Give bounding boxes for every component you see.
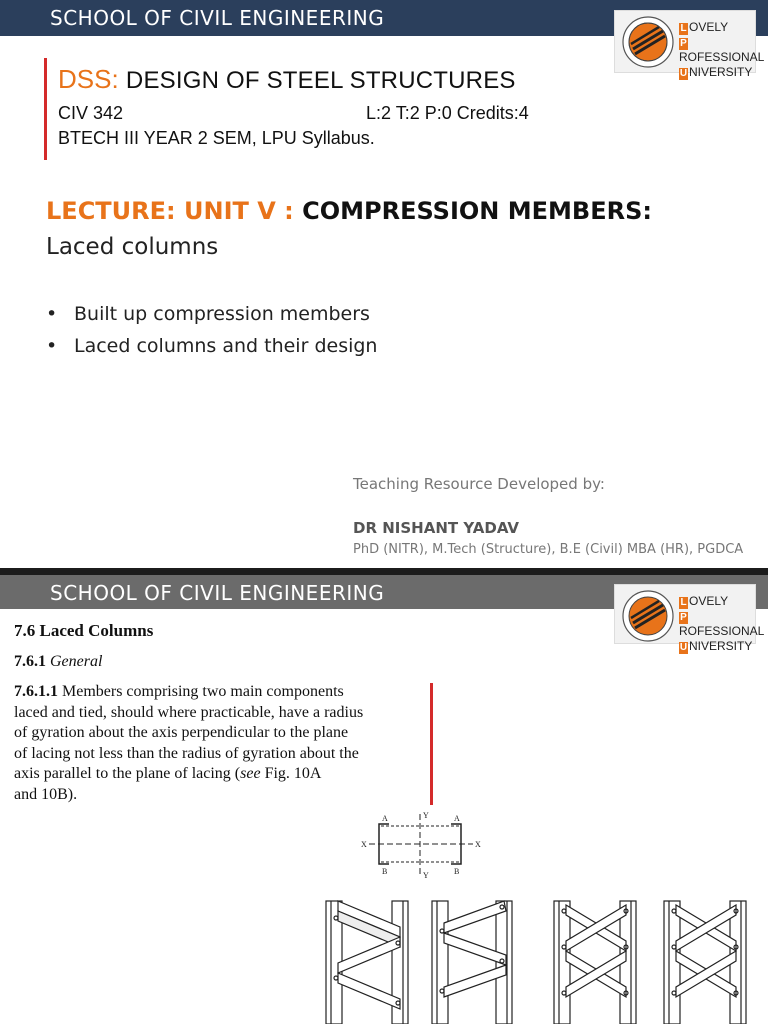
university-logo <box>614 10 765 79</box>
bullet-icon: • <box>46 303 58 325</box>
slide-divider <box>0 568 768 575</box>
lecture-label: LECTURE: UNIT V : <box>46 197 294 225</box>
content-slide <box>0 575 768 1024</box>
university-logo <box>614 584 765 653</box>
credits-label: Teaching Resource Developed by: <box>353 475 605 493</box>
section-heading: 7.6 Laced Columns <box>14 621 154 640</box>
label-y-top: Y <box>423 811 429 820</box>
subsection-title: General <box>50 653 103 670</box>
logo-wordmark: L OVELY PROFESSIONAL U NIVERSITY <box>679 20 765 79</box>
accent-bar <box>44 58 47 160</box>
list-item: • Laced columns and their design <box>46 335 378 357</box>
bullet-list <box>46 303 377 367</box>
label-a-right: A <box>454 814 460 823</box>
subsection-number: 7.6.1 <box>14 653 46 670</box>
bullet-icon: • <box>46 335 58 357</box>
subsection-heading <box>14 653 102 671</box>
accent-bar <box>430 683 433 805</box>
logo-wordmark: L OVELY PROFESSIONAL U NIVERSITY <box>679 594 765 653</box>
author-name: DR NISHANT YADAV <box>353 519 520 537</box>
label-a-left: A <box>382 814 388 823</box>
header-title: SCHOOL OF CIVIL ENGINEERING <box>50 581 385 605</box>
lecture-heading <box>46 197 652 225</box>
single-lacing-column-2 <box>432 901 512 1024</box>
course-name: DESIGN OF STEEL STRUCTURES <box>125 67 516 94</box>
double-lacing-column-2 <box>664 901 746 1024</box>
double-lacing-column-1 <box>554 901 636 1024</box>
course-code: CIV 342 <box>58 103 124 123</box>
clause-number: 7.6.1.1 <box>14 683 58 700</box>
course-semester: BTECH III YEAR 2 SEM, LPU Syllabus. <box>58 128 375 148</box>
course-acronym: DSS: <box>58 64 119 94</box>
lacing-elevation-figure <box>320 893 760 1024</box>
course-credits: L:2 T:2 P:0 Credits:4 <box>366 103 529 123</box>
list-item: • Built up compression members <box>46 303 370 325</box>
lpu-emblem-icon <box>621 15 675 69</box>
label-b-right: B <box>454 867 460 876</box>
header-title: SCHOOL OF CIVIL ENGINEERING <box>50 6 385 30</box>
lecture-topic: COMPRESSION MEMBERS: <box>302 197 652 225</box>
single-lacing-column-1 <box>326 901 408 1024</box>
column-cross-section-figure <box>355 810 495 880</box>
lecture-subtitle: Laced columns <box>46 234 219 260</box>
author-qualifications: PhD (NITR), M.Tech (Structure), B.E (Civil) MBA (HR), PGDCA <box>353 542 744 557</box>
clause-text: 7.6.1.1 Members comprising two main components laced and tied, should where practicable, have a radius of gyration about the axis perpendicular to the plane of lacing not less than the radius of gyration about the axis parallel to the plane of lacing (see Fig. 10A and 10B). <box>14 683 364 803</box>
label-x-left: X <box>361 840 367 849</box>
lpu-emblem-icon <box>621 589 675 643</box>
course-title <box>58 64 516 95</box>
label-y-bottom: Y <box>423 871 429 880</box>
label-x-right: X <box>475 840 481 849</box>
label-b-left: B <box>382 867 388 876</box>
